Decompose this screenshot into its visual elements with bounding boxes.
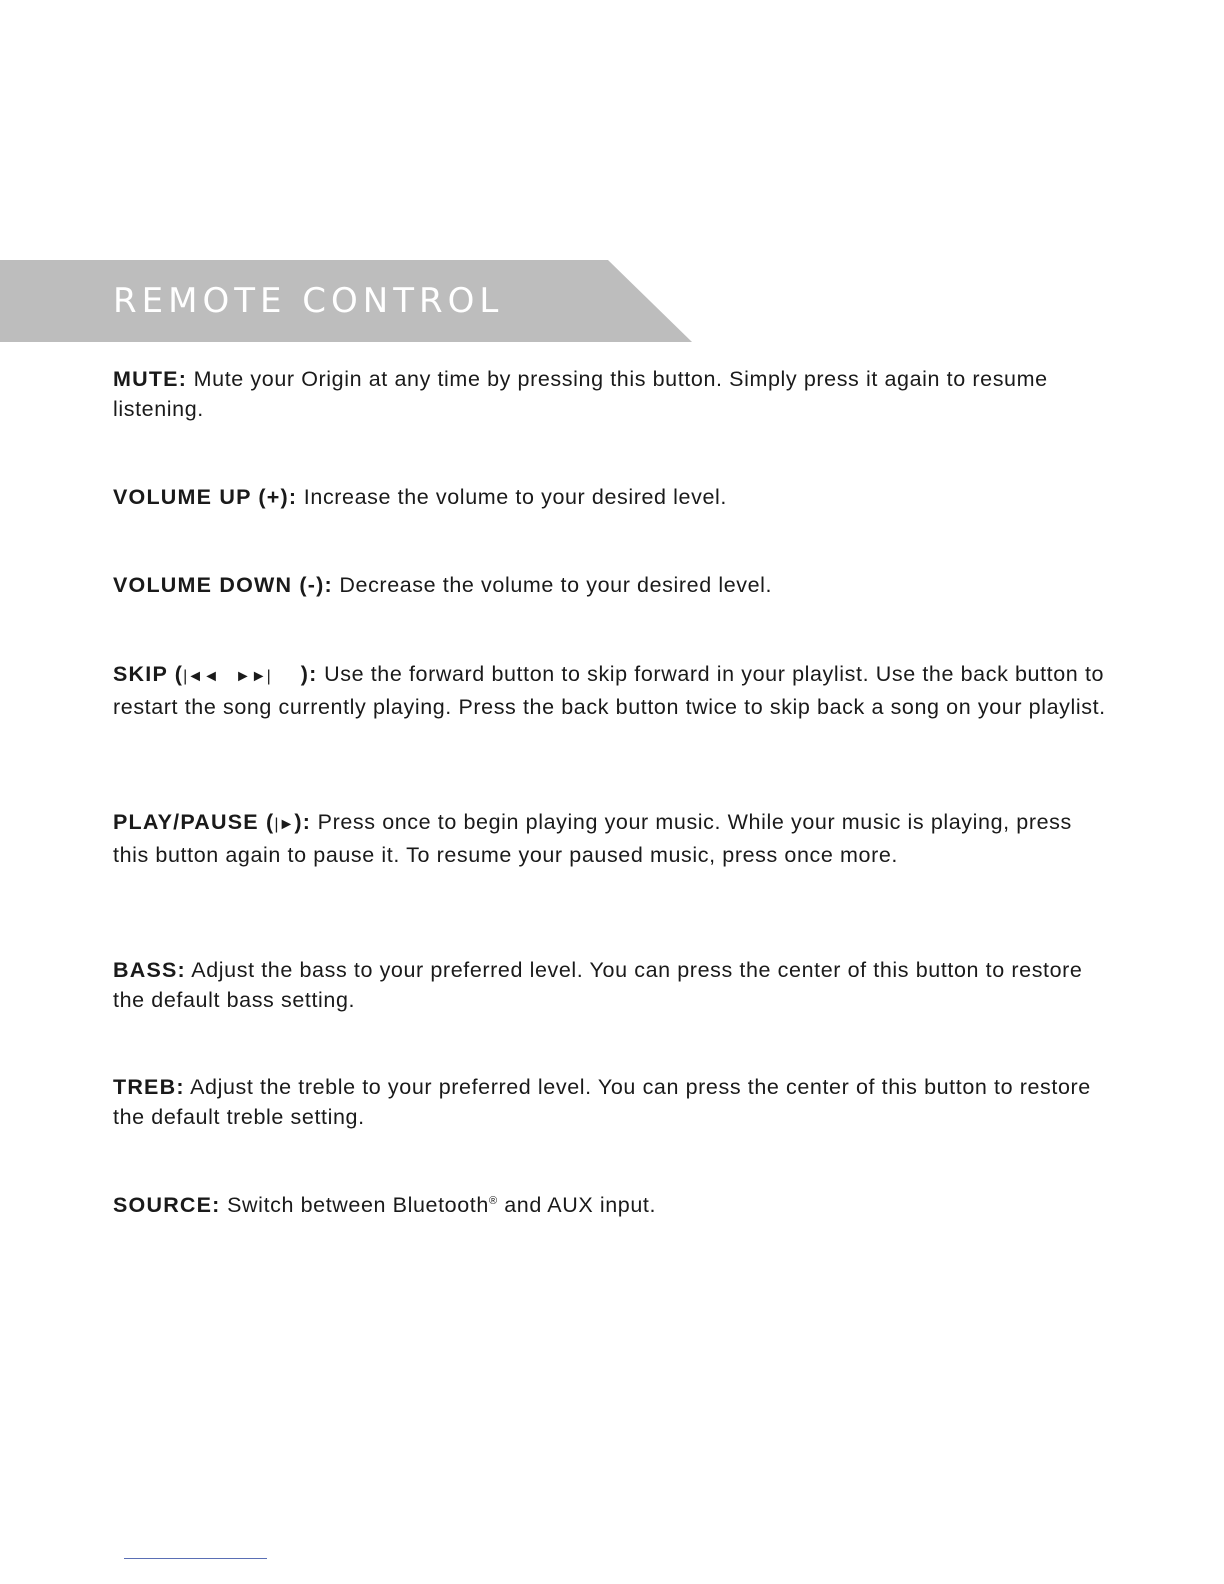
mute-term: MUTE: — [113, 367, 188, 391]
skip-forward-icon: ►►| — [234, 668, 271, 685]
bass-term: BASS: — [113, 958, 186, 982]
bass-description — [113, 955, 1108, 1015]
mute-text: Mute your Origin at any time by pressing this button. Simply press it again to resume listening. — [113, 367, 1048, 421]
skip-text: Use the forward button to skip forward in your playlist. Use the back button to restart the song currently playing. Press the back button twice to skip back a song on your playlist. — [113, 662, 1106, 719]
play-pause-term-close: ): — [294, 810, 312, 834]
treb-text: Adjust the treble to your preferred level. You can press the center of this button to restore the default treble setting. — [113, 1075, 1091, 1129]
play-pause-term-open: PLAY/PAUSE ( — [113, 810, 275, 834]
source-text-before: Switch between Bluetooth — [220, 1193, 489, 1217]
play-pause-text: Press once to begin playing your music. While your music is playing, press this button again to pause it. To resume your paused music, press once more. — [113, 810, 1072, 867]
treb-description — [113, 1072, 1108, 1132]
skip-term-close: ): — [300, 662, 318, 686]
skip-back-icon: |◄◄ — [183, 668, 219, 685]
source-text-after: and AUX input. — [497, 1193, 657, 1217]
section-banner — [0, 260, 692, 342]
volume-up-text: Increase the volume to your desired level. — [297, 485, 727, 509]
play-pause-description — [113, 807, 1108, 870]
volume-down-text: Decrease the volume to your desired level. — [332, 573, 773, 597]
mute-description — [113, 364, 1108, 424]
page-title: REMOTE CONTROL — [113, 281, 504, 321]
volume-up-term: VOLUME UP (+): — [113, 485, 298, 509]
treb-term: TREB: — [113, 1075, 185, 1099]
play-pause-icon: |► — [274, 816, 295, 833]
skip-term-open: SKIP ( — [113, 662, 184, 686]
footer-divider — [124, 1558, 267, 1559]
source-term: SOURCE: — [113, 1193, 221, 1217]
registered-mark: ® — [488, 1194, 498, 1207]
volume-up-description — [113, 482, 1108, 512]
volume-down-term: VOLUME DOWN (-): — [113, 573, 333, 597]
skip-description — [113, 659, 1108, 722]
source-description — [113, 1190, 1108, 1220]
volume-down-description — [113, 570, 1108, 600]
bass-text: Adjust the bass to your preferred level. You can press the center of this button to restore the default bass setting. — [113, 958, 1083, 1012]
